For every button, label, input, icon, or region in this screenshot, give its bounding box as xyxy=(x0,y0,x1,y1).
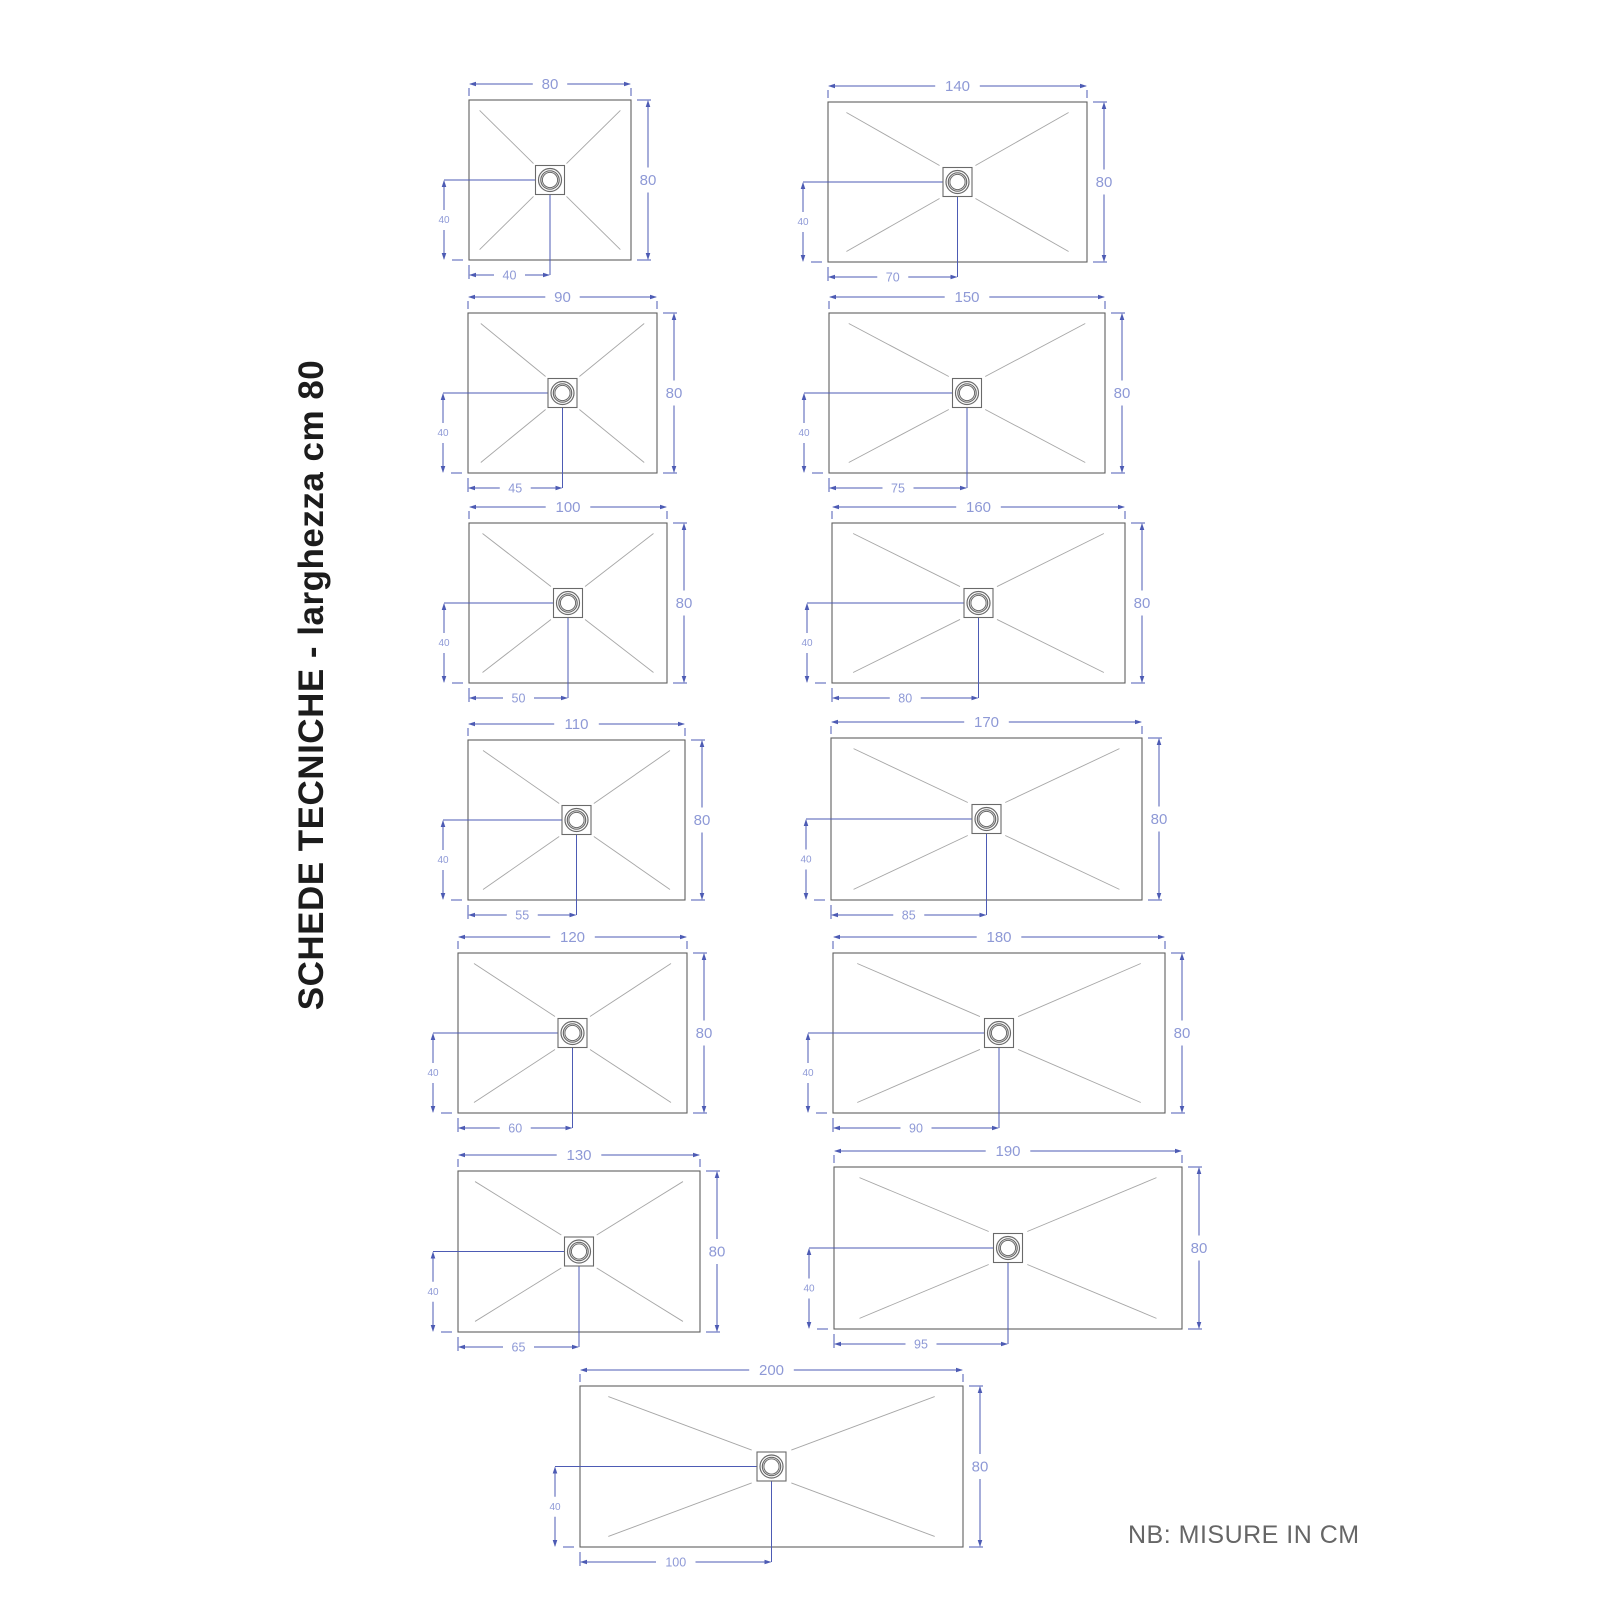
dim-drain-offset-x xyxy=(469,688,568,706)
dim-drain-offset-x xyxy=(834,1334,1008,1352)
svg-text:140: 140 xyxy=(944,78,971,95)
svg-text:80: 80 xyxy=(1095,174,1113,191)
tray-diagram-100 xyxy=(399,487,727,737)
svg-text:80: 80 xyxy=(1190,1240,1208,1257)
svg-text:80: 80 xyxy=(541,76,559,93)
svg-text:80: 80 xyxy=(639,172,657,189)
dim-width xyxy=(828,78,1087,98)
dim-depth xyxy=(1148,738,1167,900)
svg-text:40: 40 xyxy=(438,215,450,226)
svg-text:40: 40 xyxy=(798,428,810,439)
svg-text:130: 130 xyxy=(566,1147,592,1164)
dim-width xyxy=(469,76,631,96)
drain-icon xyxy=(972,805,1001,834)
dim-drain-offset-y xyxy=(802,1033,827,1113)
svg-text:85: 85 xyxy=(901,908,916,923)
dim-width xyxy=(468,289,657,309)
drain-icon xyxy=(953,379,982,408)
dim-drain-offset-y xyxy=(801,603,826,683)
drain-icon xyxy=(943,168,972,197)
dim-depth xyxy=(969,1386,988,1547)
dim-depth xyxy=(637,100,656,260)
dim-width xyxy=(580,1362,963,1382)
tray-diagram-160 xyxy=(762,487,1185,737)
drain-icon xyxy=(565,1237,594,1266)
svg-text:180: 180 xyxy=(986,929,1012,946)
svg-text:80: 80 xyxy=(1150,811,1168,828)
svg-text:40: 40 xyxy=(802,1068,814,1079)
svg-text:40: 40 xyxy=(427,1068,439,1079)
dim-width xyxy=(458,1147,700,1167)
svg-text:150: 150 xyxy=(954,289,980,306)
drain-icon xyxy=(548,379,577,408)
svg-text:75: 75 xyxy=(891,481,905,496)
dim-depth xyxy=(663,313,682,473)
svg-text:50: 50 xyxy=(511,691,526,706)
dim-depth xyxy=(1188,1167,1207,1329)
svg-text:45: 45 xyxy=(508,481,523,496)
svg-text:40: 40 xyxy=(502,268,517,283)
dim-drain-offset-x xyxy=(580,1552,772,1570)
dim-depth xyxy=(1171,953,1190,1113)
drain-icon xyxy=(558,1019,587,1048)
svg-text:80: 80 xyxy=(695,1025,713,1042)
dim-depth xyxy=(706,1171,725,1332)
svg-text:80: 80 xyxy=(665,385,683,402)
svg-text:80: 80 xyxy=(693,812,711,829)
svg-text:40: 40 xyxy=(438,638,450,649)
drain-icon xyxy=(757,1452,786,1481)
drain-icon xyxy=(985,1019,1014,1048)
dim-width xyxy=(831,714,1142,734)
svg-text:40: 40 xyxy=(437,428,449,439)
dim-depth xyxy=(1093,102,1112,262)
dim-drain-offset-y xyxy=(549,1467,574,1548)
drain-icon xyxy=(994,1234,1023,1263)
svg-text:80: 80 xyxy=(898,691,913,706)
dim-drain-offset-y xyxy=(427,1033,452,1113)
svg-text:95: 95 xyxy=(914,1337,928,1352)
dim-depth xyxy=(691,740,710,900)
dim-drain-offset-y xyxy=(798,393,823,473)
svg-text:40: 40 xyxy=(437,855,449,866)
svg-text:70: 70 xyxy=(885,270,900,285)
page-title: SCHEDE TECNICHE - larghezza cm 80 xyxy=(292,359,331,1011)
svg-text:110: 110 xyxy=(564,716,589,733)
svg-text:80: 80 xyxy=(675,595,693,612)
dim-drain-offset-y xyxy=(803,1248,828,1329)
svg-text:80: 80 xyxy=(708,1243,726,1261)
dim-width xyxy=(458,929,687,949)
dim-depth xyxy=(693,953,712,1113)
tray-diagram-130 xyxy=(388,1135,760,1386)
dim-width xyxy=(832,499,1125,519)
svg-text:40: 40 xyxy=(801,638,813,649)
drain-icon xyxy=(562,806,591,835)
dim-width xyxy=(468,716,685,736)
svg-text:190: 190 xyxy=(995,1143,1021,1160)
unit-note: NB: MISURE IN CM xyxy=(1128,1521,1360,1549)
tray-diagram-180 xyxy=(763,917,1225,1167)
dim-drain-offset-y xyxy=(797,182,822,262)
svg-text:100: 100 xyxy=(665,1555,687,1570)
dim-depth xyxy=(673,523,692,683)
svg-text:60: 60 xyxy=(508,1121,523,1136)
tray-diagram-190 xyxy=(764,1131,1242,1383)
svg-text:90: 90 xyxy=(909,1121,923,1136)
dim-depth xyxy=(1111,313,1130,473)
svg-text:200: 200 xyxy=(758,1362,785,1379)
drain-icon xyxy=(554,589,583,618)
drain-icon xyxy=(964,589,993,618)
svg-text:160: 160 xyxy=(965,499,992,516)
dim-width xyxy=(469,499,667,519)
dim-drain-offset-y xyxy=(437,393,462,473)
svg-text:80: 80 xyxy=(971,1458,989,1476)
tray-diagram-200 xyxy=(510,1350,1023,1600)
svg-text:40: 40 xyxy=(803,1283,815,1295)
dim-drain-offset-y xyxy=(800,819,825,900)
svg-text:120: 120 xyxy=(559,929,586,946)
dim-width xyxy=(833,929,1165,949)
dim-width xyxy=(829,289,1105,309)
dim-drain-offset-y xyxy=(437,820,462,900)
svg-text:100: 100 xyxy=(555,499,581,516)
svg-text:65: 65 xyxy=(511,1340,526,1355)
svg-text:90: 90 xyxy=(554,289,571,306)
svg-text:55: 55 xyxy=(515,908,530,923)
svg-text:80: 80 xyxy=(1113,385,1131,402)
dim-width xyxy=(834,1143,1182,1163)
svg-text:170: 170 xyxy=(973,714,1000,731)
dim-drain-offset-y xyxy=(438,180,463,260)
svg-text:40: 40 xyxy=(549,1501,561,1513)
svg-text:80: 80 xyxy=(1173,1025,1191,1042)
drain-icon xyxy=(536,166,565,195)
svg-text:80: 80 xyxy=(1133,595,1151,612)
dim-drain-offset-y xyxy=(438,603,463,683)
dim-depth xyxy=(1131,523,1150,683)
dim-drain-offset-y xyxy=(427,1252,452,1333)
dim-drain-offset-x xyxy=(458,1118,573,1136)
svg-text:40: 40 xyxy=(800,854,812,866)
svg-text:40: 40 xyxy=(797,217,809,228)
tray-diagram-120 xyxy=(388,917,747,1167)
svg-text:40: 40 xyxy=(427,1286,439,1298)
